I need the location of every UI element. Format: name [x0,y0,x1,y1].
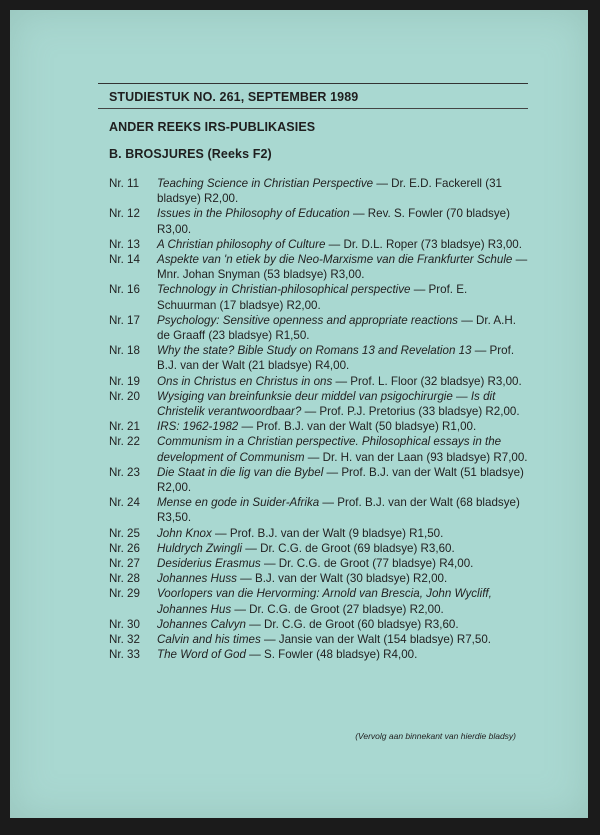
entry-title: Johannes Calvyn [157,617,246,631]
entry-title: John Knox [157,526,212,540]
entry-text [157,252,529,282]
series-heading: ANDER REEKS IRS-PUBLIKASIES [109,120,316,134]
entry-details: — Prof. E. Schuurman (17 bladsye) R2,00. [157,283,468,312]
entry-text [157,526,529,541]
entry-title: Johannes Huss [157,572,237,586]
publication-entry [109,495,529,525]
entry-text [157,465,529,495]
entry-number: Nr. 32 [109,633,140,647]
entry-details: — Jansie van der Walt (154 bladsye) R7,50. [260,633,492,647]
entry-text [157,419,529,434]
entry-details: — Dr. H. van der Laan (93 bladsye) R7,00. [304,450,528,464]
publication-entry [109,586,529,616]
publication-entry [109,617,529,632]
entry-number: Nr. 19 [109,374,140,388]
publication-entry [109,176,529,206]
publication-entry [109,343,529,373]
entry-title: Desiderius Erasmus [157,557,261,571]
publication-entry [109,389,529,419]
entry-title: Ons in Christus en Christus in ons [157,374,333,388]
entry-text [157,617,529,632]
publication-entry [109,374,529,389]
entry-text [157,313,529,343]
document-page [10,10,588,818]
entry-number: Nr. 12 [109,207,140,221]
entry-number: Nr. 14 [109,253,140,267]
entry-text [157,176,529,206]
entry-number: Nr. 18 [109,344,140,358]
entry-details: — Dr. A.H. de Graaff (23 bladsye) R1,50. [157,313,516,343]
entry-details: — Mnr. Johan Snyman (53 bladsye) R3,00. [157,253,528,282]
header-rule [98,108,528,109]
entry-title: Die Staat in die lig van die Bybel [157,465,324,479]
entry-details: — Prof. P.J. Pretorius (33 bladsye) R2,00. [301,405,520,419]
publication-entry [109,313,529,343]
entry-title: Why the state? Bible Study on Romans 13 and Revelation 13 [157,344,472,358]
entry-text [157,556,529,571]
entry-details: — Dr. C.G. de Groot (60 bladsye) R3,60. [245,617,459,631]
entry-details: — Prof. B.J. van der Walt (9 bladsye) R1,50. [211,526,444,540]
entry-title: Wysiging van breinfunksie deur middel van psigochirurgie — Is dit Christelik verantwoordbaar? [157,389,496,419]
publication-entry [109,647,529,662]
entry-number: Nr. 26 [109,541,140,555]
entry-text [157,343,529,373]
entry-text [157,434,529,464]
entry-text [157,374,529,389]
entry-details: — Dr. D.L. Roper (73 bladsye) R3,00. [325,237,522,251]
publication-entry [109,556,529,571]
entry-details: — Dr. C.G. de Groot (69 bladsye) R3,60. [242,541,455,555]
entry-title: Huldrych Zwingli [157,541,243,555]
entry-text [157,541,529,556]
publication-entry [109,571,529,586]
entry-title: Psychology: Sensitive openness and appropriate reactions [157,313,458,327]
document-title: STUDIESTUK NO. 261, SEPTEMBER 1989 [109,90,359,104]
entry-number: Nr. 24 [109,496,140,510]
entry-text [157,206,529,236]
entry-number: Nr. 29 [109,587,140,601]
entry-title: Aspekte van 'n etiek by die Neo-Marxisme van die Frankfurter Schule [157,253,513,267]
entry-text [157,282,529,312]
entry-text [157,571,529,586]
publication-entry [109,632,529,647]
entry-text [157,389,529,419]
entry-details: — Dr. C.G. de Groot (77 bladsye) R4,00. [260,557,474,571]
entry-text [157,632,529,647]
publication-entry [109,206,529,236]
entry-title: Issues in the Philosophy of Education [157,207,350,221]
entry-title: The Word of God [157,648,246,662]
publication-entry [109,465,529,495]
entry-details: — Prof. B.J. van der Walt (68 bladsye) R3,50. [157,496,520,525]
entry-number: Nr. 28 [109,572,140,586]
continuation-note: (Vervolg aan binnekant van hierdie bladsy) [355,731,516,741]
entry-details: — Dr. C.G. de Groot (27 bladsye) R2,00. [231,602,444,616]
publication-entry [109,541,529,556]
entry-details: — Rev. S. Fowler (70 bladsye) R3,00. [157,207,510,236]
entry-details: — Dr. E.D. Fackerell (31 bladsye) R2,00. [157,177,502,206]
entry-text [157,495,529,525]
entry-text [157,586,529,616]
publication-entry [109,237,529,252]
entry-details: — B.J. van der Walt (30 bladsye) R2,00. [236,572,448,586]
entry-title: Teaching Science in Christian Perspective [157,177,374,190]
publication-entry [109,526,529,541]
entry-title: Voorlopers van die Hervorming: Arnold van Brescia, John Wycliff, Johannes Hus [157,587,492,616]
entry-number: Nr. 30 [109,617,140,631]
entry-details: — Prof. B.J. van der Walt (51 bladsye) R2,00. [157,465,524,495]
publication-entry [109,252,529,282]
entry-number: Nr. 27 [109,557,140,571]
entry-text [157,647,529,662]
entry-details: — Prof. B.J. van der Walt (21 bladsye) R4,00. [157,344,515,373]
entry-number: Nr. 20 [109,389,140,403]
entry-title: Calvin and his times [157,633,261,647]
entry-details: — Prof. B.J. van der Walt (50 bladsye) R1,00. [238,420,477,434]
entry-details: — Prof. L. Floor (32 bladsye) R3,00. [332,374,522,388]
entry-number: Nr. 33 [109,648,140,662]
entry-number: Nr. 22 [109,435,140,449]
publication-entry [109,434,529,464]
entry-number: Nr. 25 [109,526,140,540]
entry-title: Communism in a Christian perspective. Philosophical essays in the development of Communism [157,435,502,464]
entry-number: Nr. 13 [109,237,140,251]
entry-details: — S. Fowler (48 bladsye) R4,00. [245,648,418,662]
entry-title: IRS: 1962-1982 [157,420,239,434]
entry-title: Technology in Christian-philosophical perspective [157,283,411,297]
entry-number: Nr. 21 [109,420,140,434]
entry-title: A Christian philosophy of Culture [157,237,326,251]
entry-text [157,237,529,252]
publication-entry [109,419,529,434]
entry-number: Nr. 23 [109,465,140,479]
entry-title: Mense en gode in Suider-Afrika [157,496,320,510]
entry-number: Nr. 17 [109,313,140,327]
top-rule [98,83,528,84]
publication-list [109,176,529,663]
entry-number: Nr. 11 [109,177,140,190]
publication-entry [109,282,529,312]
section-heading: B. BROSJURES (Reeks F2) [109,147,272,161]
entry-number: Nr. 16 [109,283,140,297]
